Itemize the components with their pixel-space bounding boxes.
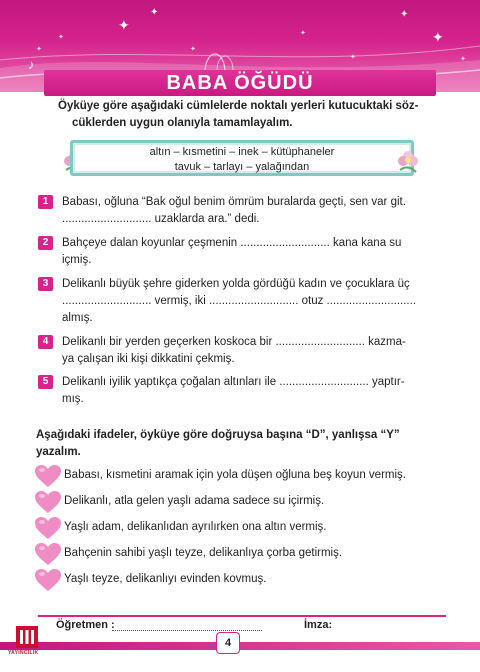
instruction-true-false xyxy=(36,427,436,461)
sparkle-icon: ✦ xyxy=(460,56,466,63)
statement-row xyxy=(34,568,444,592)
flower-icon xyxy=(396,148,420,174)
question-number-badge: 4 xyxy=(38,335,53,349)
question-item-1 xyxy=(38,194,428,228)
word-box-line: tavuk – tarlayı – yalağından xyxy=(174,161,310,173)
heart-icon[interactable] xyxy=(34,568,62,592)
statement-row xyxy=(34,464,444,488)
statement-text: Yaşlı adam, delikanlıdan ayrılırken ona altın vermiş. xyxy=(64,521,327,533)
sparkle-icon: ✦ xyxy=(350,54,356,61)
instruction-line: cüklerden uygun olanıyla tamamlayalım. xyxy=(72,117,293,129)
instruction-line: Aşağıdaki ifadeler, öyküye göre doğruysa başına “D”, yanlışsa “Y” xyxy=(36,429,400,441)
word-choice-box xyxy=(70,140,414,176)
statement-text: Delikanlı, atla gelen yaşlı adama sadece su içirmiş. xyxy=(64,495,325,507)
statement-text: Yaşlı teyze, delikanlıyı evinden kovmuş. xyxy=(64,573,267,585)
question-text-line: ............................ vermiş, iki ............................ otuz ............................ xyxy=(62,295,417,307)
question-text-line: Babası, oğluna “Bak oğul benim ömrüm buralarda geçti, sen var git. xyxy=(62,196,406,208)
question-number-badge: 3 xyxy=(38,277,53,291)
statement-text: Babası, kısmetini aramak için yola düşen oğluna beş koyun vermiş. xyxy=(64,469,406,481)
page-number: 4 xyxy=(216,632,240,654)
instruction-line: yazalım. xyxy=(36,446,81,458)
sparkle-icon: ✦ xyxy=(400,9,409,20)
music-note-icon: ♪ xyxy=(28,57,35,72)
question-text-line: Delikanlı iyilik yaptıkça çoğalan altınları ile ............................ yaptır- xyxy=(62,376,405,388)
sparkle-icon: ✦ xyxy=(36,46,42,53)
heart-icon[interactable] xyxy=(34,490,62,514)
footer-bar xyxy=(0,642,480,650)
sparkle-icon: ✦ xyxy=(300,30,306,37)
question-number-badge: 1 xyxy=(38,195,53,209)
statement-row xyxy=(34,490,444,514)
question-number-badge: 5 xyxy=(38,375,53,389)
heart-icon[interactable] xyxy=(34,542,62,566)
question-item-3 xyxy=(38,276,428,327)
statement-row xyxy=(34,542,444,566)
question-text-line: Delikanlı büyük şehre giderken yolda gördüğü kadın ve çocuklara üç xyxy=(62,278,410,290)
question-text-line: mış. xyxy=(62,393,84,405)
heart-icon[interactable] xyxy=(34,516,62,540)
signature-label: İmza: xyxy=(304,619,333,631)
sparkle-icon: ✦ xyxy=(190,46,196,53)
teacher-label: Öğretmen : xyxy=(56,619,115,631)
statement-row xyxy=(34,516,444,540)
page-title: BABA ÖĞÜDÜ xyxy=(166,71,314,94)
statement-text: Bahçenin sahibi yaşlı teyze, delikanlıya çorba getirmiş. xyxy=(64,547,343,559)
question-text-line: almış. xyxy=(62,312,93,324)
question-item-5 xyxy=(38,374,428,408)
sparkle-icon: ✦ xyxy=(118,17,130,33)
question-number-badge: 2 xyxy=(38,236,53,250)
publisher-logo-icon xyxy=(14,624,40,650)
question-item-4 xyxy=(38,334,428,368)
instruction-line: Öyküye göre aşağıdaki cümlelerde noktalı yerleri kutucuktaki söz- xyxy=(58,100,419,112)
question-text-line: Bahçeye dalan koyunlar çeşmenin ............................ kana kana su xyxy=(62,237,402,249)
question-text-line: ya çalışan iki kişi dikkatini çekmiş. xyxy=(62,353,235,365)
footer-divider xyxy=(38,615,446,617)
sparkle-icon: ✦ xyxy=(150,7,159,18)
heart-icon[interactable] xyxy=(34,464,62,488)
sparkle-icon: ✦ xyxy=(58,34,64,41)
question-text-line: ............................ uzaklarda ara.” dedi. xyxy=(62,213,260,225)
question-text-line: içmiş. xyxy=(62,254,92,266)
instruction-fill-blanks xyxy=(58,98,430,132)
word-box-line: altın – kısmetini – inek – kütüphaneler xyxy=(149,146,335,158)
question-text-line: Delikanlı bir yerden geçerken koskoca bir ............................ kazma- xyxy=(62,336,406,348)
title-bar xyxy=(44,70,436,96)
sparkle-icon: ✦ xyxy=(432,29,444,45)
question-item-2 xyxy=(38,235,428,269)
teacher-signature-field[interactable] xyxy=(112,620,262,631)
publisher-name: YAYINCILIK xyxy=(8,650,39,656)
